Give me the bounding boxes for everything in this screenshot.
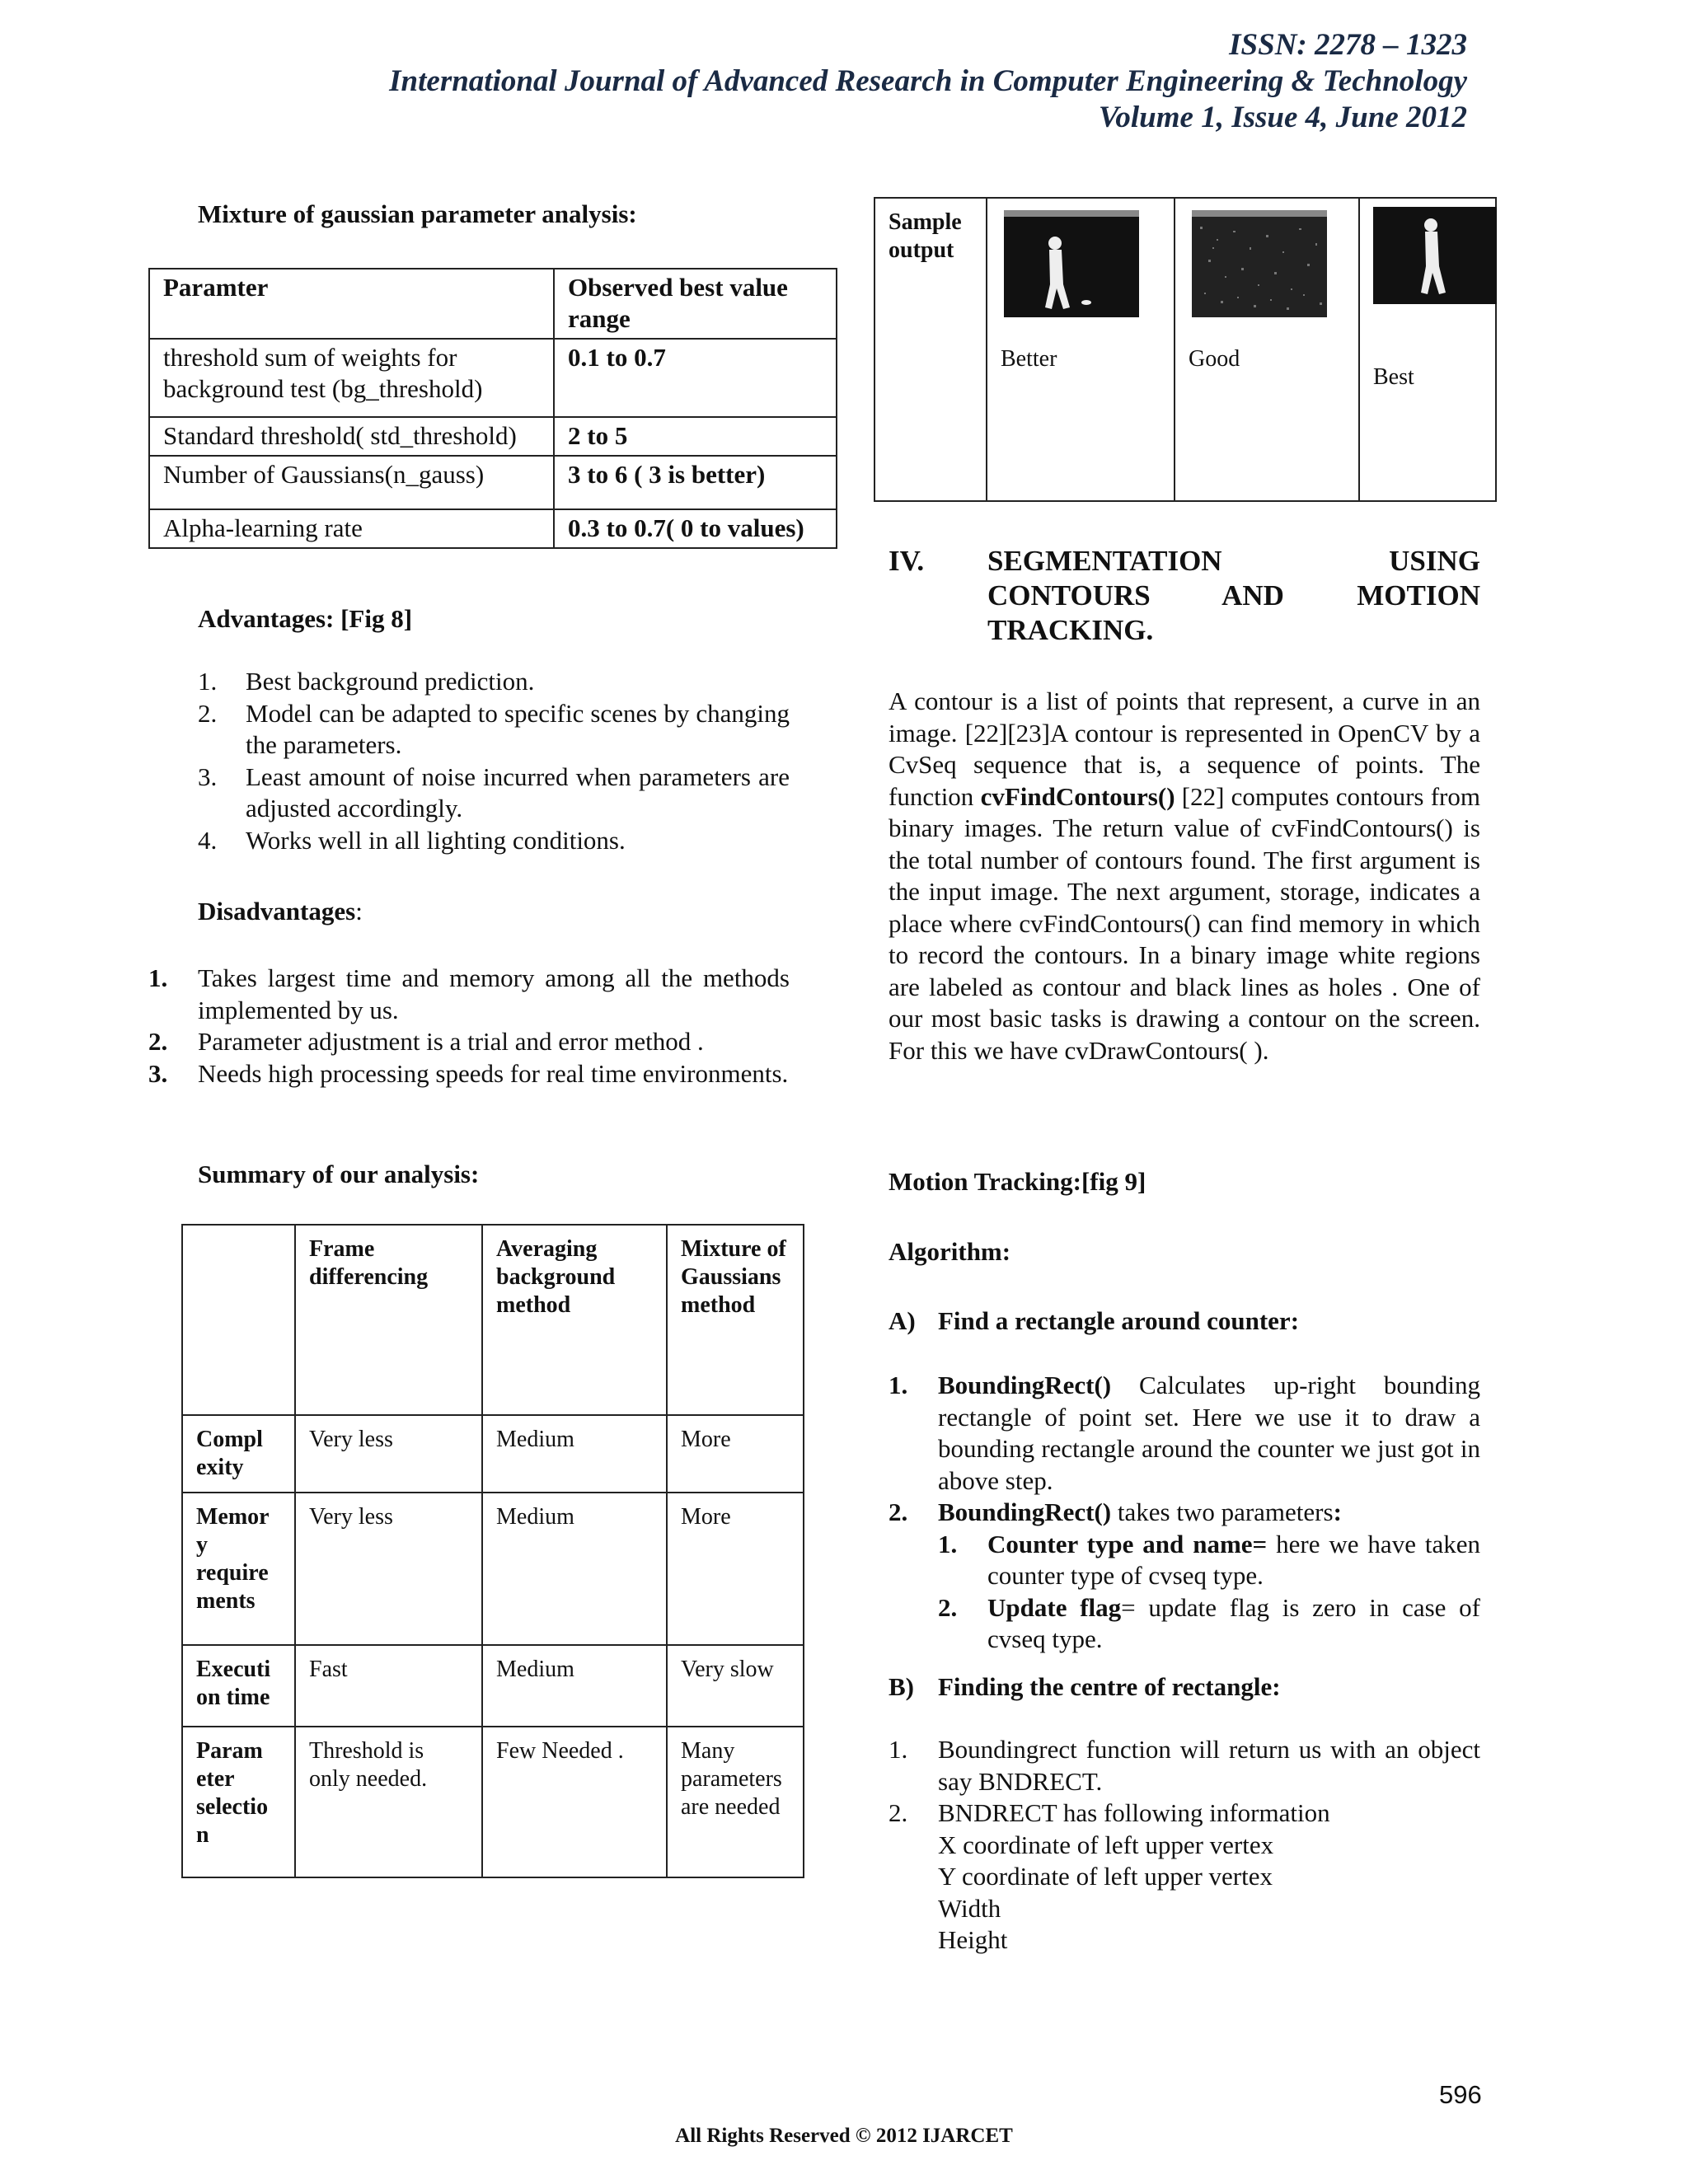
algorithm-heading: Algorithm:: [889, 1237, 1011, 1266]
table-row: [182, 1225, 804, 1415]
bndrect-field: X coordinate of left upper vertex: [938, 1830, 1274, 1859]
table-cell: 2 to 5: [554, 417, 837, 456]
table-header: Frame differencing: [295, 1225, 482, 1415]
section-title-line2: CONTOURS AND MOTION: [987, 579, 1480, 612]
section-title-line1: SEGMENTATION USING: [987, 545, 1480, 577]
step-a-subitem-2: 2. Update flag= update flag is zero in case of cvseq type.: [938, 1592, 1480, 1653]
caption-better: Better: [1001, 346, 1057, 372]
sample-cell-better: [987, 198, 1175, 501]
motion-tracking-heading: Motion Tracking:[fig 9]: [889, 1167, 1146, 1196]
silhouette-icon: [1004, 210, 1139, 317]
sample-image-better: [1004, 210, 1139, 317]
table-cell: Compl exity: [182, 1415, 295, 1493]
table-cell: 0.3 to 0.7( 0 to values): [554, 509, 837, 548]
table-cell: Number of Gaussians(n_gauss): [149, 456, 554, 509]
advantages-heading: Advantages: [Fig 8]: [198, 604, 413, 633]
table-cell: Very less: [295, 1493, 482, 1645]
copyright: All Rights Reserved © 2012 IJARCET: [675, 2125, 1013, 2147]
noise-image-icon: [1192, 210, 1327, 317]
bndrect-field: Height: [938, 1925, 1008, 1954]
caption-good: Good: [1189, 346, 1240, 372]
section-title-line3: TRACKING.: [987, 614, 1154, 646]
advantages-list: [198, 666, 790, 856]
table-row: [182, 1415, 804, 1493]
sample-output-label: Sample output: [874, 198, 987, 501]
sample-cell-best: [1359, 198, 1496, 501]
table-row: [182, 1645, 804, 1727]
table-row: [874, 198, 1496, 501]
table-header: Paramter: [149, 269, 554, 339]
table-cell: Medium: [482, 1645, 667, 1727]
step-a-title: Find a rectangle around counter:: [938, 1306, 1300, 1335]
silhouette-icon: [1373, 207, 1497, 304]
list-item: 3. Least amount of noise incurred when parameters are adjusted accordingly.: [198, 762, 790, 823]
caption-best: Best: [1373, 364, 1414, 390]
issn: ISSN: 2278 – 1323: [1229, 28, 1467, 62]
table-cell: Few Needed .: [482, 1727, 667, 1877]
list-item: 2. Model can be adapted to specific scenes by changing the parameters.: [198, 698, 790, 759]
table-cell: Standard threshold( std_threshold): [149, 417, 554, 456]
list-item: 1. Takes largest time and memory among all the methods implemented by us.: [148, 963, 790, 1024]
table-row: [149, 456, 837, 509]
table-row: [182, 1493, 804, 1645]
table-cell: threshold sum of weights for background test (bg_threshold): [149, 339, 554, 417]
table-cell: Medium: [482, 1415, 667, 1493]
table-row: [149, 417, 837, 456]
table-header: Observed best value range: [554, 269, 837, 339]
step-b-item-2: 2. BNDRECT has following information: [889, 1798, 1330, 1827]
step-b-label: B): [889, 1672, 914, 1701]
table-cell: More: [667, 1415, 804, 1493]
list-item: 3. Needs high processing speeds for real time environments.: [148, 1058, 789, 1088]
list-item: 1. Best background prediction.: [198, 667, 535, 696]
parameter-table: [148, 268, 837, 549]
table-cell: 3 to 6 ( 3 is better): [554, 456, 837, 509]
sample-image-good: [1192, 210, 1327, 317]
table-row: [182, 1727, 804, 1877]
table-cell: Many parameters are needed: [667, 1727, 804, 1877]
step-a-label: A): [889, 1306, 916, 1335]
sample-cell-good: [1175, 198, 1359, 501]
table-header: Mixture of Gaussians method: [667, 1225, 804, 1415]
table-cell: Medium: [482, 1493, 667, 1645]
list-item: 4. Works well in all lighting conditions.: [198, 825, 626, 855]
table-cell: Alpha-learning rate: [149, 509, 554, 548]
bndrect-field: Width: [938, 1893, 1001, 1923]
bndrect-field: Y coordinate of left upper vertex: [938, 1862, 1273, 1891]
step-a-item-1: 1. BoundingRect() Calculates up-right bounding rectangle of point set. Here we use it to draw a bounding rectangle around the counter we just got in above step. 2. BoundingRect() takes two parameters: 1. Counter type and name= here we have taken counter type of cvseq type. 2. Update flag= update flag is zero in case of cvseq type.: [889, 1370, 1480, 1656]
table-cell: Param eter selectio n: [182, 1727, 295, 1877]
journal-title: International Journal of Advanced Research in Computer Engineering & Technology: [389, 64, 1467, 98]
disadvantages-list: [148, 963, 790, 1090]
section-number: IV.: [889, 545, 925, 577]
volume-issue: Volume 1, Issue 4, June 2012: [1098, 101, 1467, 134]
step-b-item-1: 1. Boundingrect function will return us with an object say BNDRECT. 2. BNDRECT has following information X coordinate of left upper vertex Y coordinate of left upper vertex Width Height: [889, 1734, 1480, 1957]
mog-heading: Mixture of gaussian parameter analysis:: [198, 199, 637, 228]
disadvantages-heading: Disadvantages:: [198, 897, 363, 926]
summary-table: [181, 1224, 804, 1878]
step-b-title: Finding the centre of rectangle:: [938, 1672, 1281, 1701]
table-cell: Executi on time: [182, 1645, 295, 1727]
sample-image-best: [1373, 207, 1497, 304]
summary-heading: Summary of our analysis:: [198, 1160, 480, 1188]
step-a-subitem-1: 1. Counter type and name= here we have taken counter type of cvseq type.: [938, 1529, 1481, 1590]
table-cell: 0.1 to 0.7: [554, 339, 837, 417]
step-a-item-2: 2. BoundingRect() takes two parameters:: [889, 1497, 1342, 1526]
sample-output-table: [874, 197, 1497, 502]
table-row: [149, 509, 837, 548]
table-cell: More: [667, 1493, 804, 1645]
table-header: Averaging background method: [482, 1225, 667, 1415]
contour-paragraph: A contour is a list of points that represent, a curve in an image. [22][23]A contour is represented in OpenCV by a CvSeq sequence that is, a sequence of points. The function cvFindContours() [22] computes contours from binary images. The return value of cvFindContours() is the total number of contours found. The first argument is the input image. The next argument, storage, indicates a place where cvFindContours() can find memory in which to record the contours. In a binary image white regions are labeled as contour and black lines as holes . One of our most basic tasks is drawing a contour on the screen. For this we have cvDrawContours( ).: [889, 687, 1480, 1065]
table-row: [149, 339, 837, 417]
table-cell: Memor y require ments: [182, 1493, 295, 1645]
table-header: [182, 1225, 295, 1415]
table-cell: Very slow: [667, 1645, 804, 1727]
table-row: [149, 269, 837, 339]
table-cell: Fast: [295, 1645, 482, 1727]
list-item: 2. Parameter adjustment is a trial and error method .: [148, 1027, 704, 1056]
table-cell: Threshold is only needed.: [295, 1727, 482, 1877]
page-number: 596: [1439, 2080, 1482, 2109]
table-cell: Very less: [295, 1415, 482, 1493]
